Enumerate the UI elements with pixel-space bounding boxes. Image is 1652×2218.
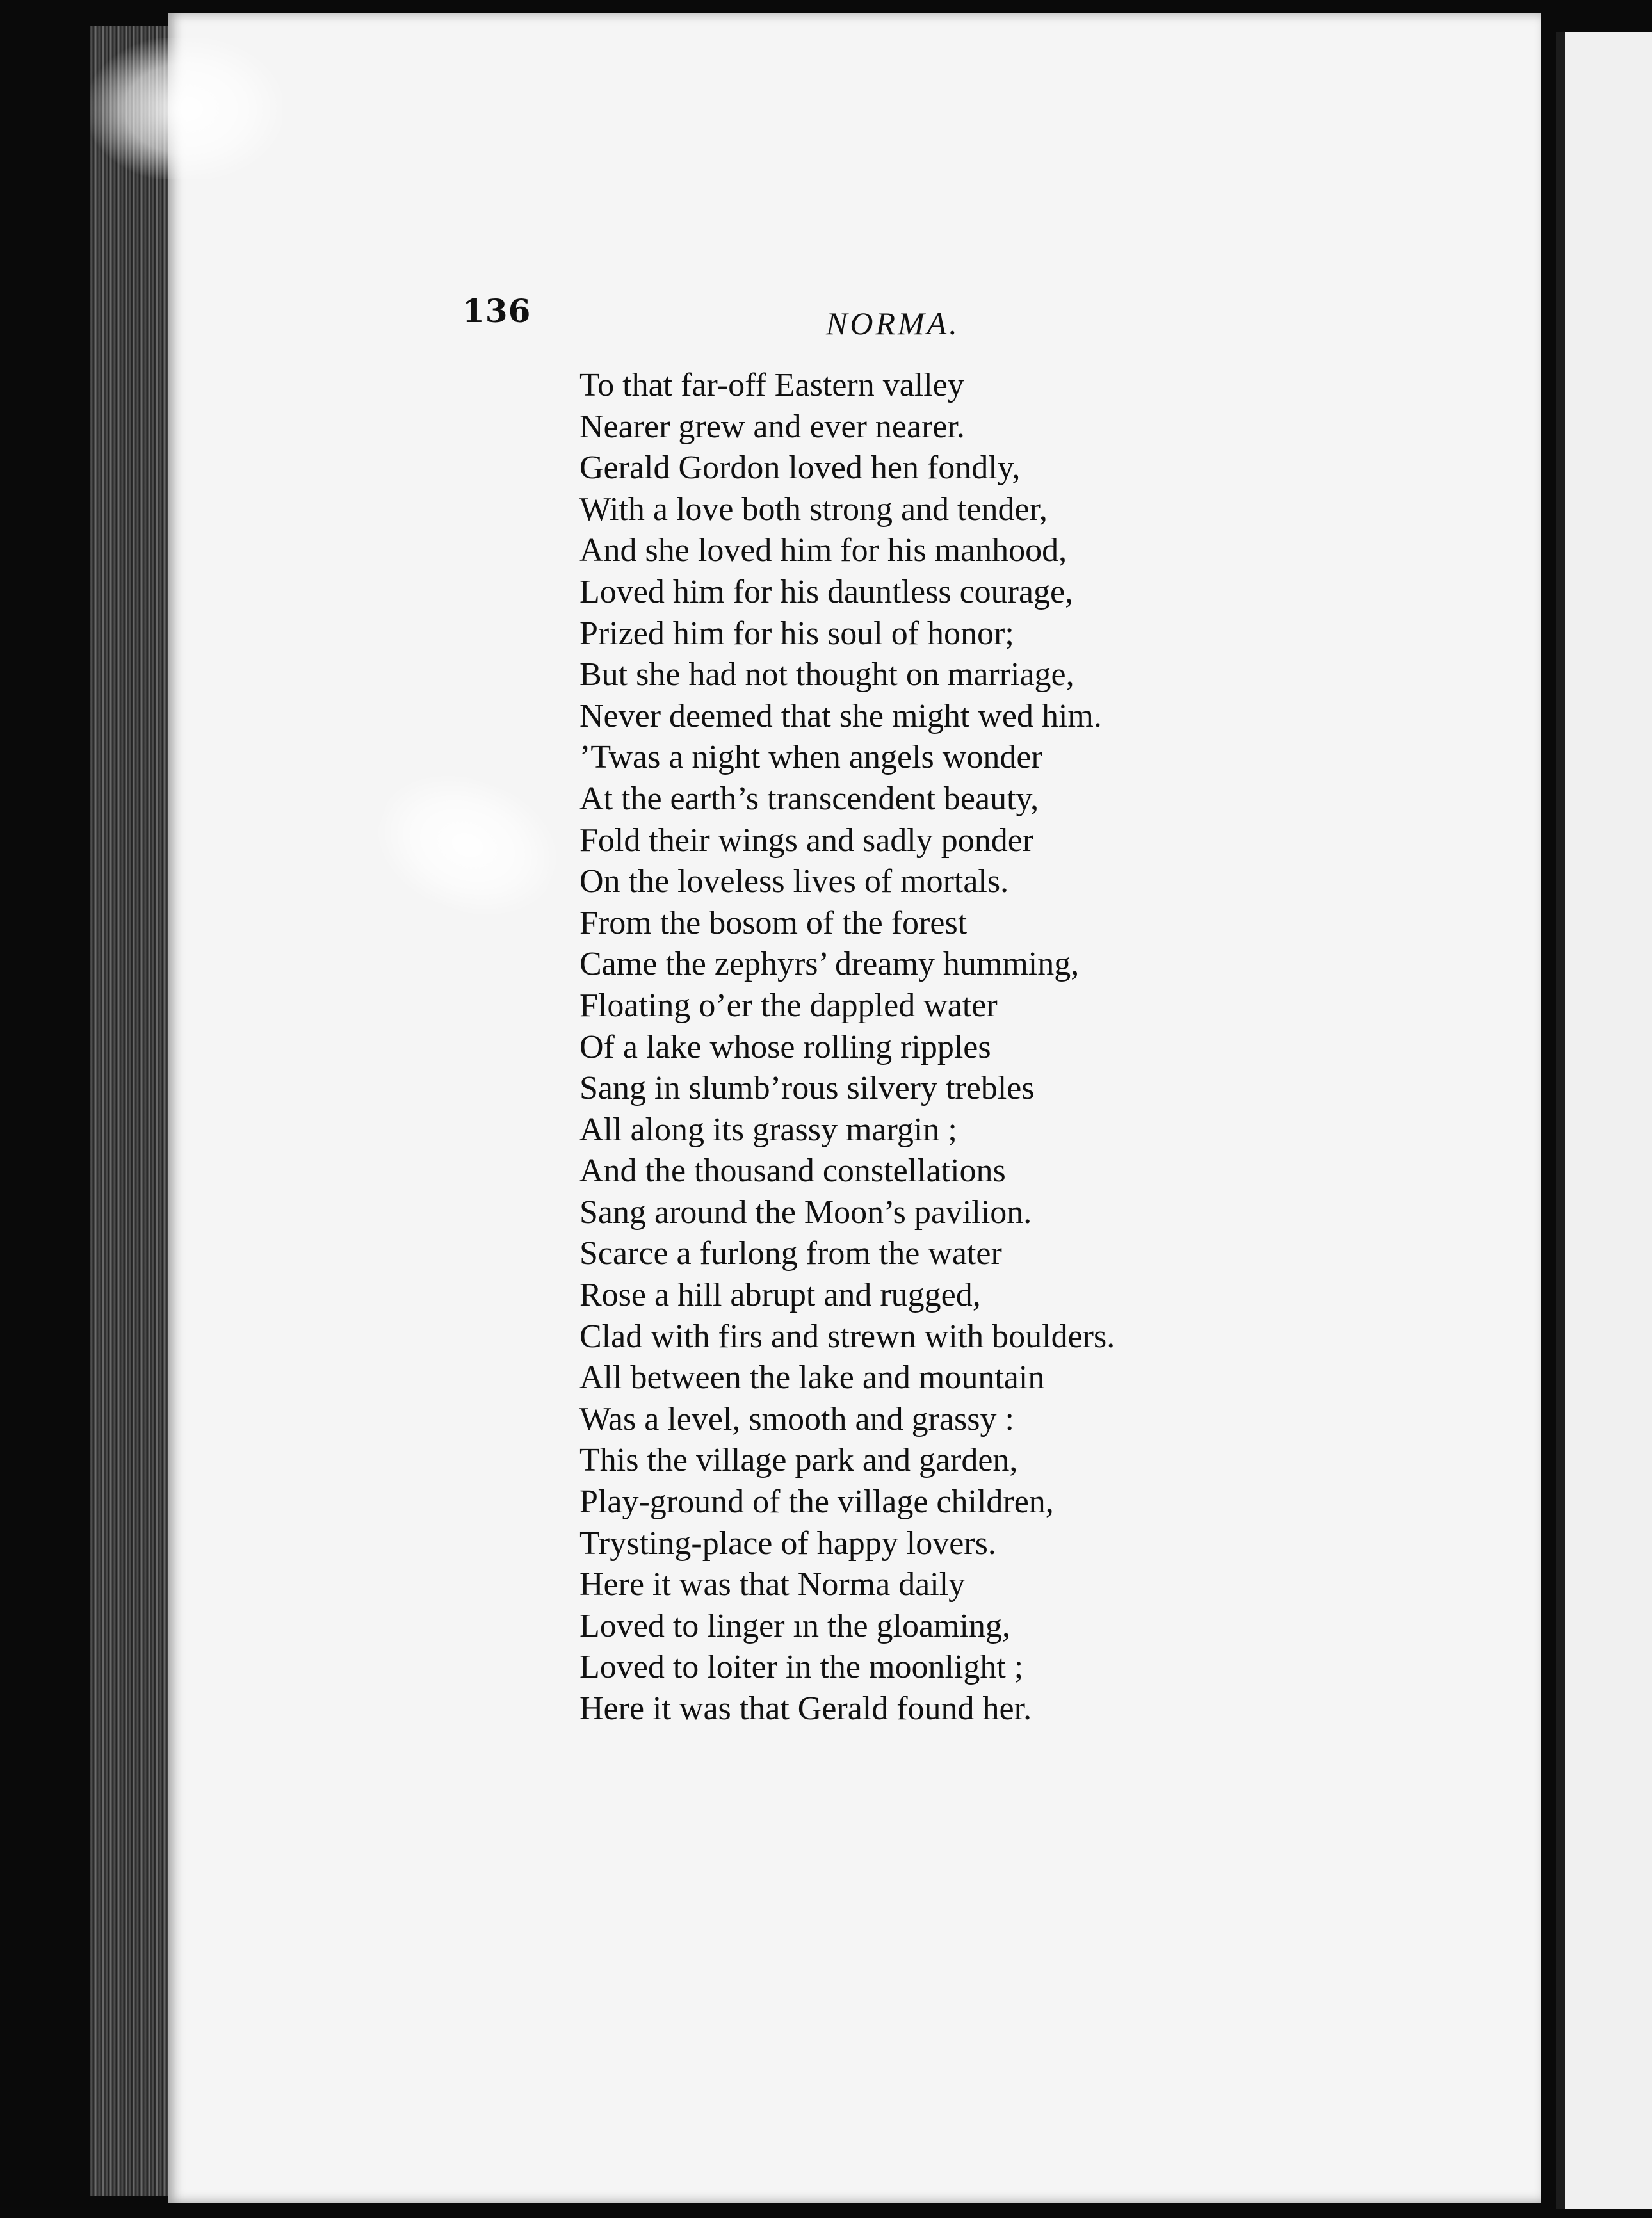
poem-line: Rose a hill abrupt and rugged, [579, 1277, 981, 1314]
poem-line: Was a level, smooth and grassy : [579, 1400, 1014, 1437]
poem-line: Floating o’er the dappled water [579, 987, 998, 1024]
poem-line: Clad with firs and strewn with boulders. [579, 1318, 1115, 1355]
poem-line: This the village park and garden, [579, 1442, 1018, 1479]
poem-line: Came the zephyrs’ dreamy humming, [579, 946, 1080, 983]
poem-line: To that far-off Eastern valley [579, 367, 964, 403]
poem-line: Of a lake whose rolling ripples [579, 1028, 991, 1065]
poem-line: Nearer grew and ever nearer. [579, 408, 965, 445]
poem-line: Scarce a furlong from the water [579, 1235, 1002, 1272]
poem-line: On the loveless lives of mortals. [579, 863, 1009, 900]
poem-line: Trysting-place of happy lovers. [579, 1525, 996, 1562]
poem-text [579, 365, 1476, 1730]
poem-line: Here it was that Norma daily [579, 1566, 966, 1603]
poem-line: Loved him for his dauntless courage, [579, 573, 1074, 610]
poem-line: Never deemed that she might wed him. [579, 697, 1102, 734]
running-head: NORMA. [826, 305, 960, 341]
poem-line: Gerald Gordon loved hen fondly, [579, 449, 1021, 487]
poem-line: Loved to loiter in the moonlight ; [579, 1649, 1024, 1686]
poem-line: ’Twas a night when angels wonder [579, 739, 1042, 776]
poem-line: Loved to linger ın the gloaming, [579, 1607, 1010, 1644]
poem-line: All between the lake and mountain [579, 1359, 1045, 1396]
poem-line: And the thousand constellations [579, 1153, 1006, 1190]
poem-line: At the earth’s transcendent beauty, [579, 780, 1039, 817]
page-edges [90, 26, 173, 2196]
poem-line: And she loved him for his manhood, [579, 532, 1067, 569]
poem-line: Play-ground of the village children, [579, 1484, 1054, 1521]
facing-page-edge [1556, 32, 1652, 2209]
poem-line: Prized him for his soul of honor; [579, 615, 1014, 652]
poem-line: But she had not thought on marriage, [579, 656, 1074, 693]
poem-line: From the bosom of the forest [579, 904, 968, 941]
poem-line: Sang around the Moon’s pavilion. [579, 1194, 1032, 1231]
page-number: 136 [462, 292, 531, 330]
poem-line: With a love both strong and tender, [579, 490, 1048, 528]
poem-line: Fold their wings and sadly ponder [579, 822, 1034, 859]
poem-line: Here it was that Gerald found her. [579, 1690, 1032, 1727]
poem-line: Sang in slumb’rous silvery trebles [579, 1070, 1035, 1107]
poem-line: All along its grassy margin ; [579, 1111, 957, 1148]
